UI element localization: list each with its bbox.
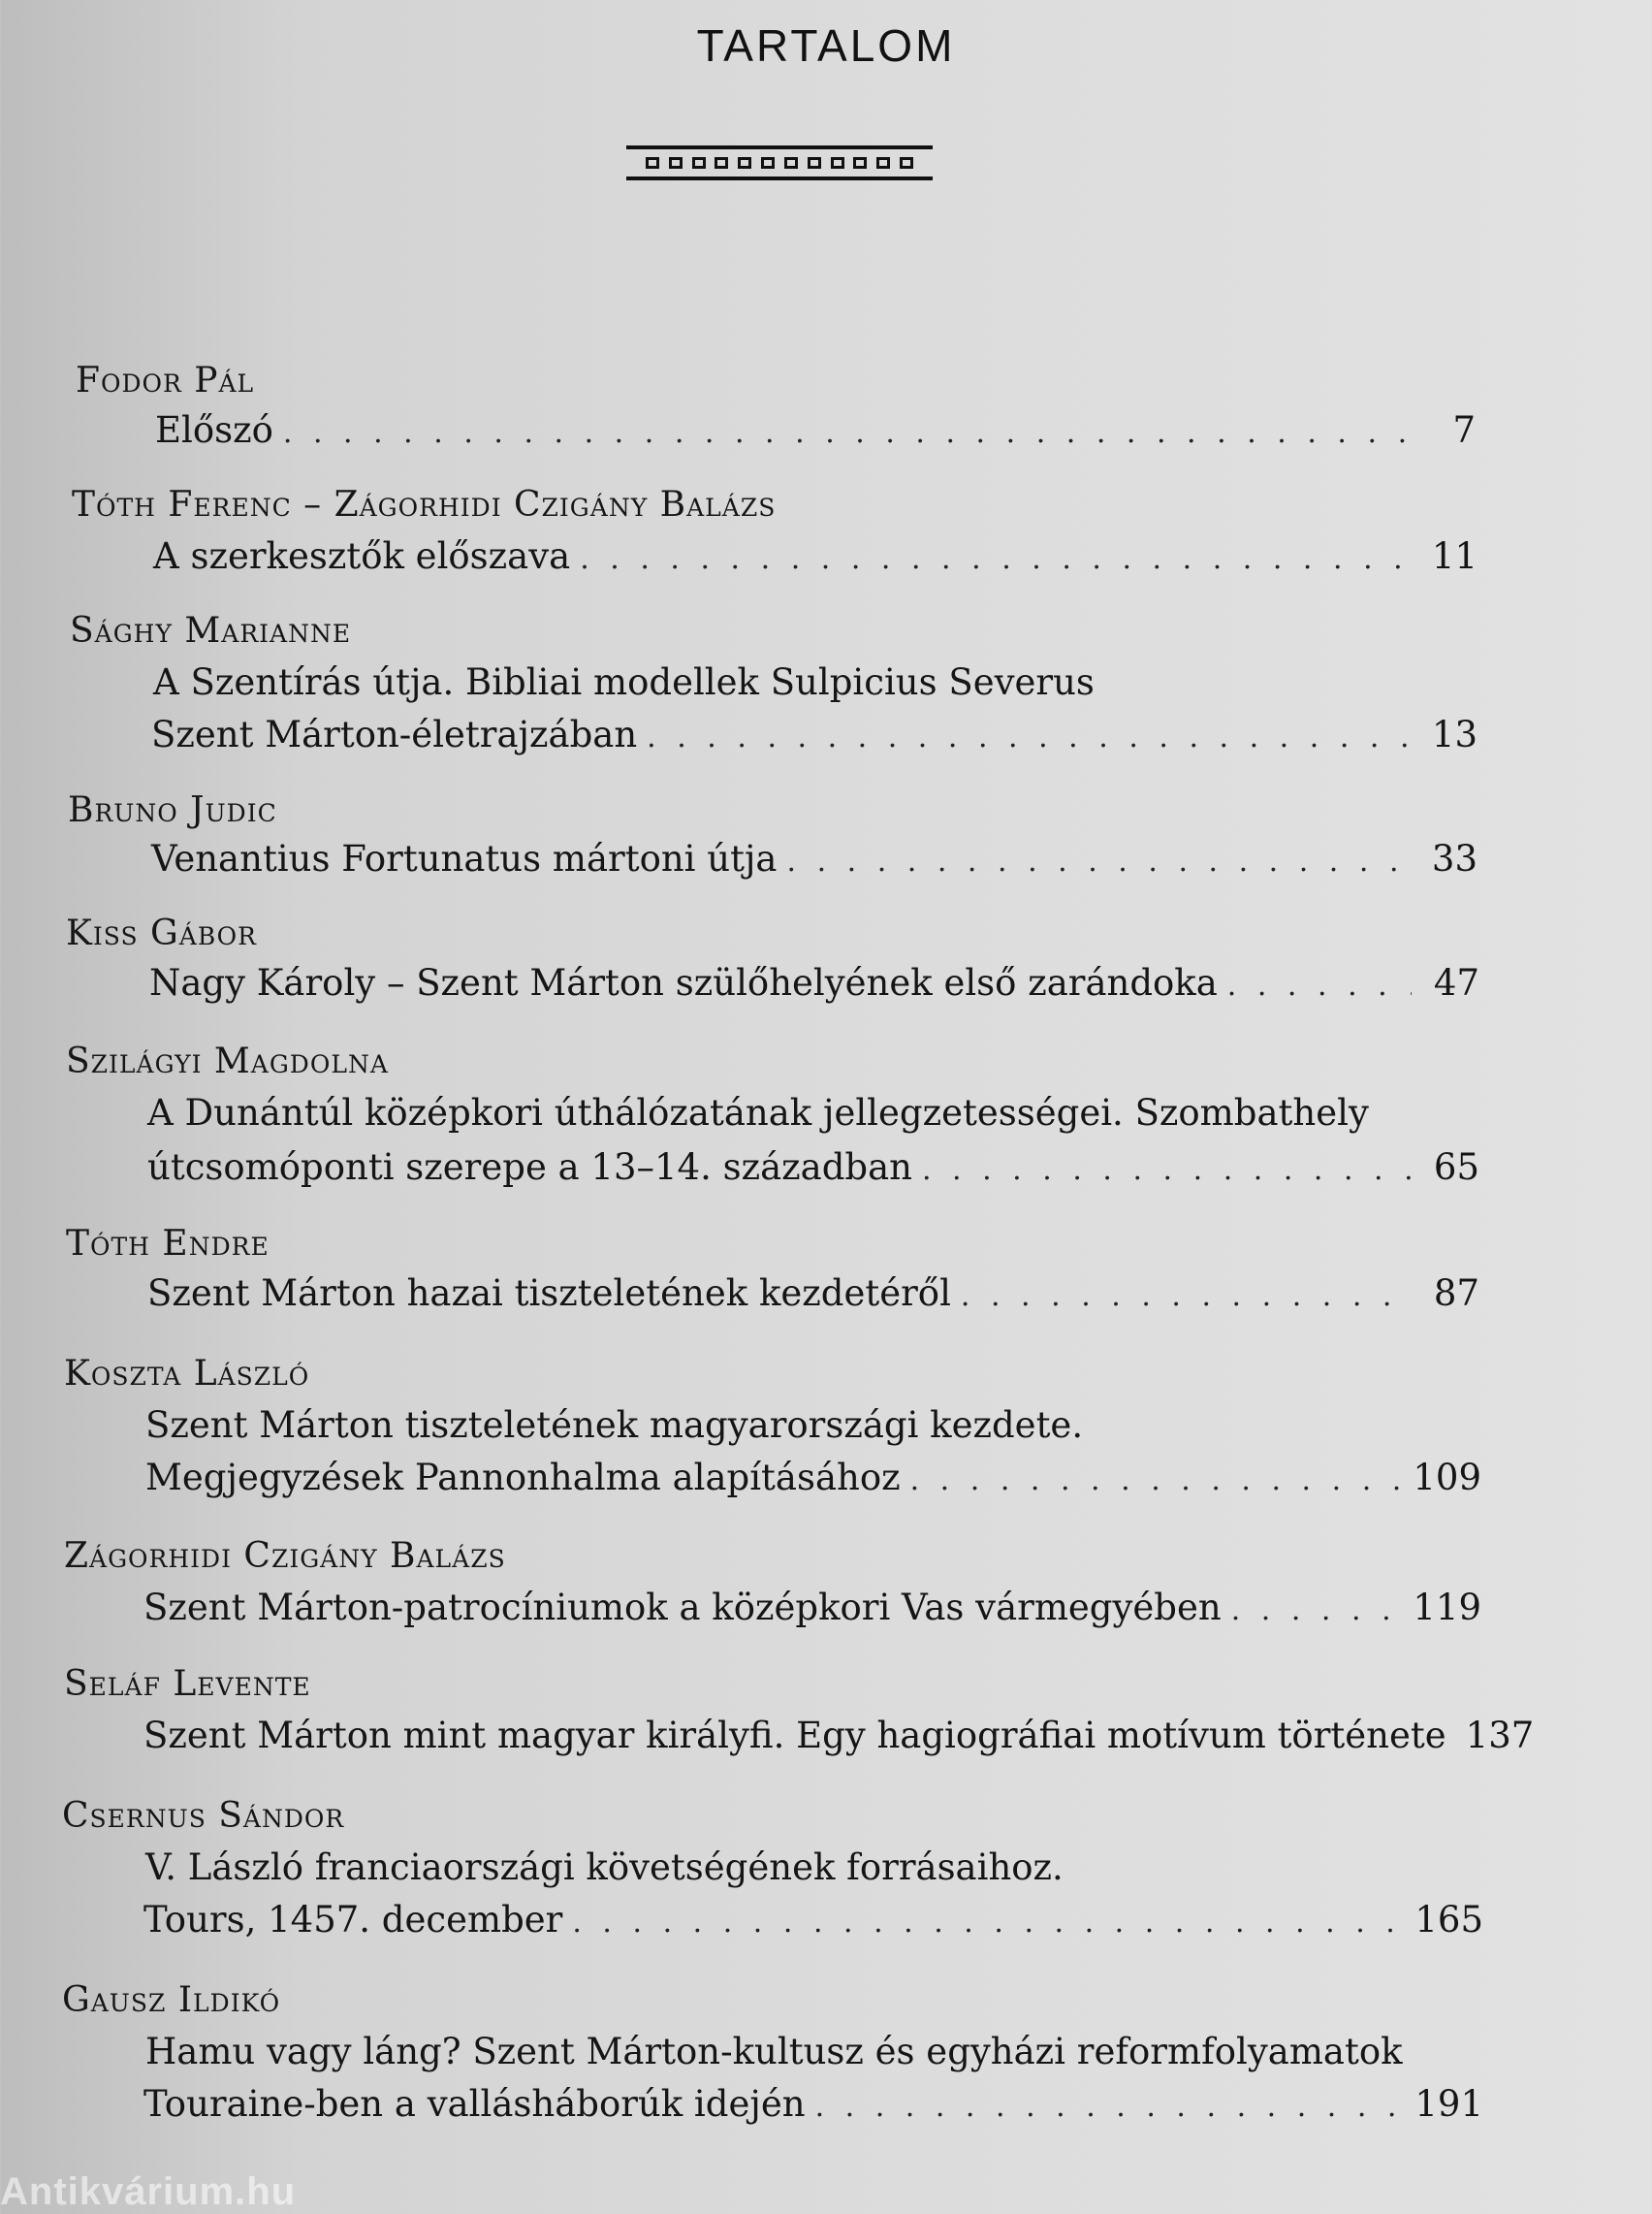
ornament-square <box>808 157 821 169</box>
toc-entry-title: Előszó <box>155 409 273 451</box>
toc-author: Bruno Judic <box>68 790 277 830</box>
toc-entry-title-final-line[interactable] <box>147 1146 1479 1188</box>
toc-page-number: 137 <box>1465 1715 1535 1756</box>
toc-entry-title-final-line[interactable] <box>145 1457 1481 1498</box>
dot-leader <box>1231 1593 1404 1627</box>
dot-leader <box>647 721 1410 754</box>
toc-entry-title: útcsomóponti szerepe a 13–14. században <box>147 1146 912 1188</box>
toc-entry-title-line[interactable] <box>147 1092 1369 1134</box>
toc-entry-title-line[interactable] <box>153 661 1095 703</box>
toc-entry-title-final-line[interactable] <box>151 838 1477 880</box>
toc-entry-title: Hamu vagy láng? Szent Márton-kultusz és egyházi reformfolyamatok <box>145 2031 1403 2072</box>
dot-leader <box>815 2090 1406 2124</box>
toc-entry-title-line[interactable] <box>145 1846 1064 1888</box>
toc-entry-title: Szent Márton-patrocíniumok a középkori Vas vármegyében <box>143 1587 1222 1628</box>
toc-page-number: 87 <box>1433 1272 1479 1314</box>
toc-author: Fodor Pál <box>76 361 255 401</box>
toc-entry-title-final-line[interactable] <box>143 1587 1481 1628</box>
toc-page-number: 191 <box>1414 2083 1483 2125</box>
toc-entry-title-line[interactable] <box>145 1404 1083 1446</box>
toc-entry-title: A Szentírás útja. Bibliai modellek Sulpicius Severus <box>153 661 1095 703</box>
toc-entry-title: Szent Márton hazai tiszteletének kezdetéről <box>147 1272 951 1314</box>
ornament-square <box>738 157 751 169</box>
dot-leader <box>787 845 1411 879</box>
toc-page-number: 11 <box>1431 535 1477 577</box>
toc-author: Kiss Gábor <box>66 914 257 953</box>
toc-page-number: 7 <box>1452 409 1476 451</box>
ornament-square <box>669 157 683 169</box>
toc-entry-title-final-line[interactable] <box>143 2083 1483 2125</box>
ornament-divider <box>626 145 933 180</box>
toc-page-number: 33 <box>1431 838 1477 880</box>
toc-page-number: 13 <box>1431 714 1477 755</box>
toc-entry-title: A szerkesztők előszava <box>153 535 571 577</box>
toc-author: Tóth Ferenc – Zágorhidi Czigány Balázs <box>72 485 777 525</box>
toc-entry-title: A Dunántúl középkori úthálózatának jellegzetességei. Szombathely <box>147 1092 1369 1134</box>
toc-entry-title: Szent Márton tiszteletének magyarországi kezdete. <box>145 1404 1084 1446</box>
toc-entry-title-final-line[interactable] <box>149 962 1479 1004</box>
toc-page-number: 65 <box>1433 1146 1479 1188</box>
toc-entry-title-final-line[interactable] <box>143 1715 1535 1756</box>
toc-entry-title: Megjegyzések Pannonhalma alapításához <box>145 1457 901 1498</box>
toc-entry-title-final-line[interactable] <box>155 409 1476 451</box>
ornament-square <box>831 157 844 169</box>
dot-leader <box>580 542 1410 576</box>
toc-author: Zágorhidi Czigány Balázs <box>64 1536 506 1576</box>
toc-page-number: 47 <box>1433 962 1479 1004</box>
toc-page-number: 119 <box>1413 1587 1481 1628</box>
ornament-square <box>876 157 890 169</box>
ornament-square <box>900 157 913 169</box>
toc-entry-title: Touraine-ben a vallásháborúk idején <box>143 2083 806 2125</box>
toc-author: Gausz Ildikó <box>62 1980 281 2020</box>
toc-entry-title-final-line[interactable] <box>153 535 1477 577</box>
dot-leader <box>283 416 1408 450</box>
ornament-square <box>646 157 659 169</box>
toc-page-number: 109 <box>1413 1457 1481 1498</box>
toc-entry-title: Tours, 1457. december <box>143 1899 563 1941</box>
ornament-square <box>853 157 867 169</box>
ornament-square <box>715 157 728 169</box>
dot-leader <box>910 1463 1404 1497</box>
toc-entry-title: Venantius Fortunatus mártoni útja <box>151 838 778 880</box>
toc-entry-title: Szent Márton-életrajzában <box>151 714 638 755</box>
toc-page-number: 165 <box>1414 1899 1483 1941</box>
toc-author: Koszta László <box>64 1354 310 1394</box>
toc-author: Seláf Levente <box>64 1664 311 1704</box>
toc-author: Szilágyi Magdolna <box>66 1042 389 1081</box>
dot-leader <box>1227 969 1412 1003</box>
ornament-square <box>692 157 706 169</box>
toc-entry-title-line[interactable] <box>145 2031 1403 2072</box>
toc-entry-title-final-line[interactable] <box>151 714 1477 755</box>
dot-leader <box>572 1906 1405 1940</box>
toc-entry-title-final-line[interactable] <box>147 1272 1479 1314</box>
watermark: Antikvárium.hu <box>0 2170 297 2213</box>
toc-entry-title: Nagy Károly – Szent Márton szülőhelyének első zarándoka <box>149 962 1218 1004</box>
page-title: TARTALOM <box>696 20 956 71</box>
toc-entry-title: V. László franciaországi követségének forrásaihoz. <box>145 1846 1064 1888</box>
dot-leader <box>922 1153 1412 1187</box>
toc-author: Csernus Sándor <box>62 1796 345 1836</box>
ornament-square <box>784 157 798 169</box>
toc-entry-title-final-line[interactable] <box>143 1899 1483 1941</box>
toc-author: Tóth Endre <box>66 1224 270 1264</box>
ornament-square <box>761 157 775 169</box>
dot-leader <box>961 1279 1412 1313</box>
toc-entry-title: Szent Márton mint magyar királyfi. Egy hagiográfiai motívum története <box>143 1715 1446 1756</box>
toc-author: Sághy Marianne <box>70 611 352 651</box>
